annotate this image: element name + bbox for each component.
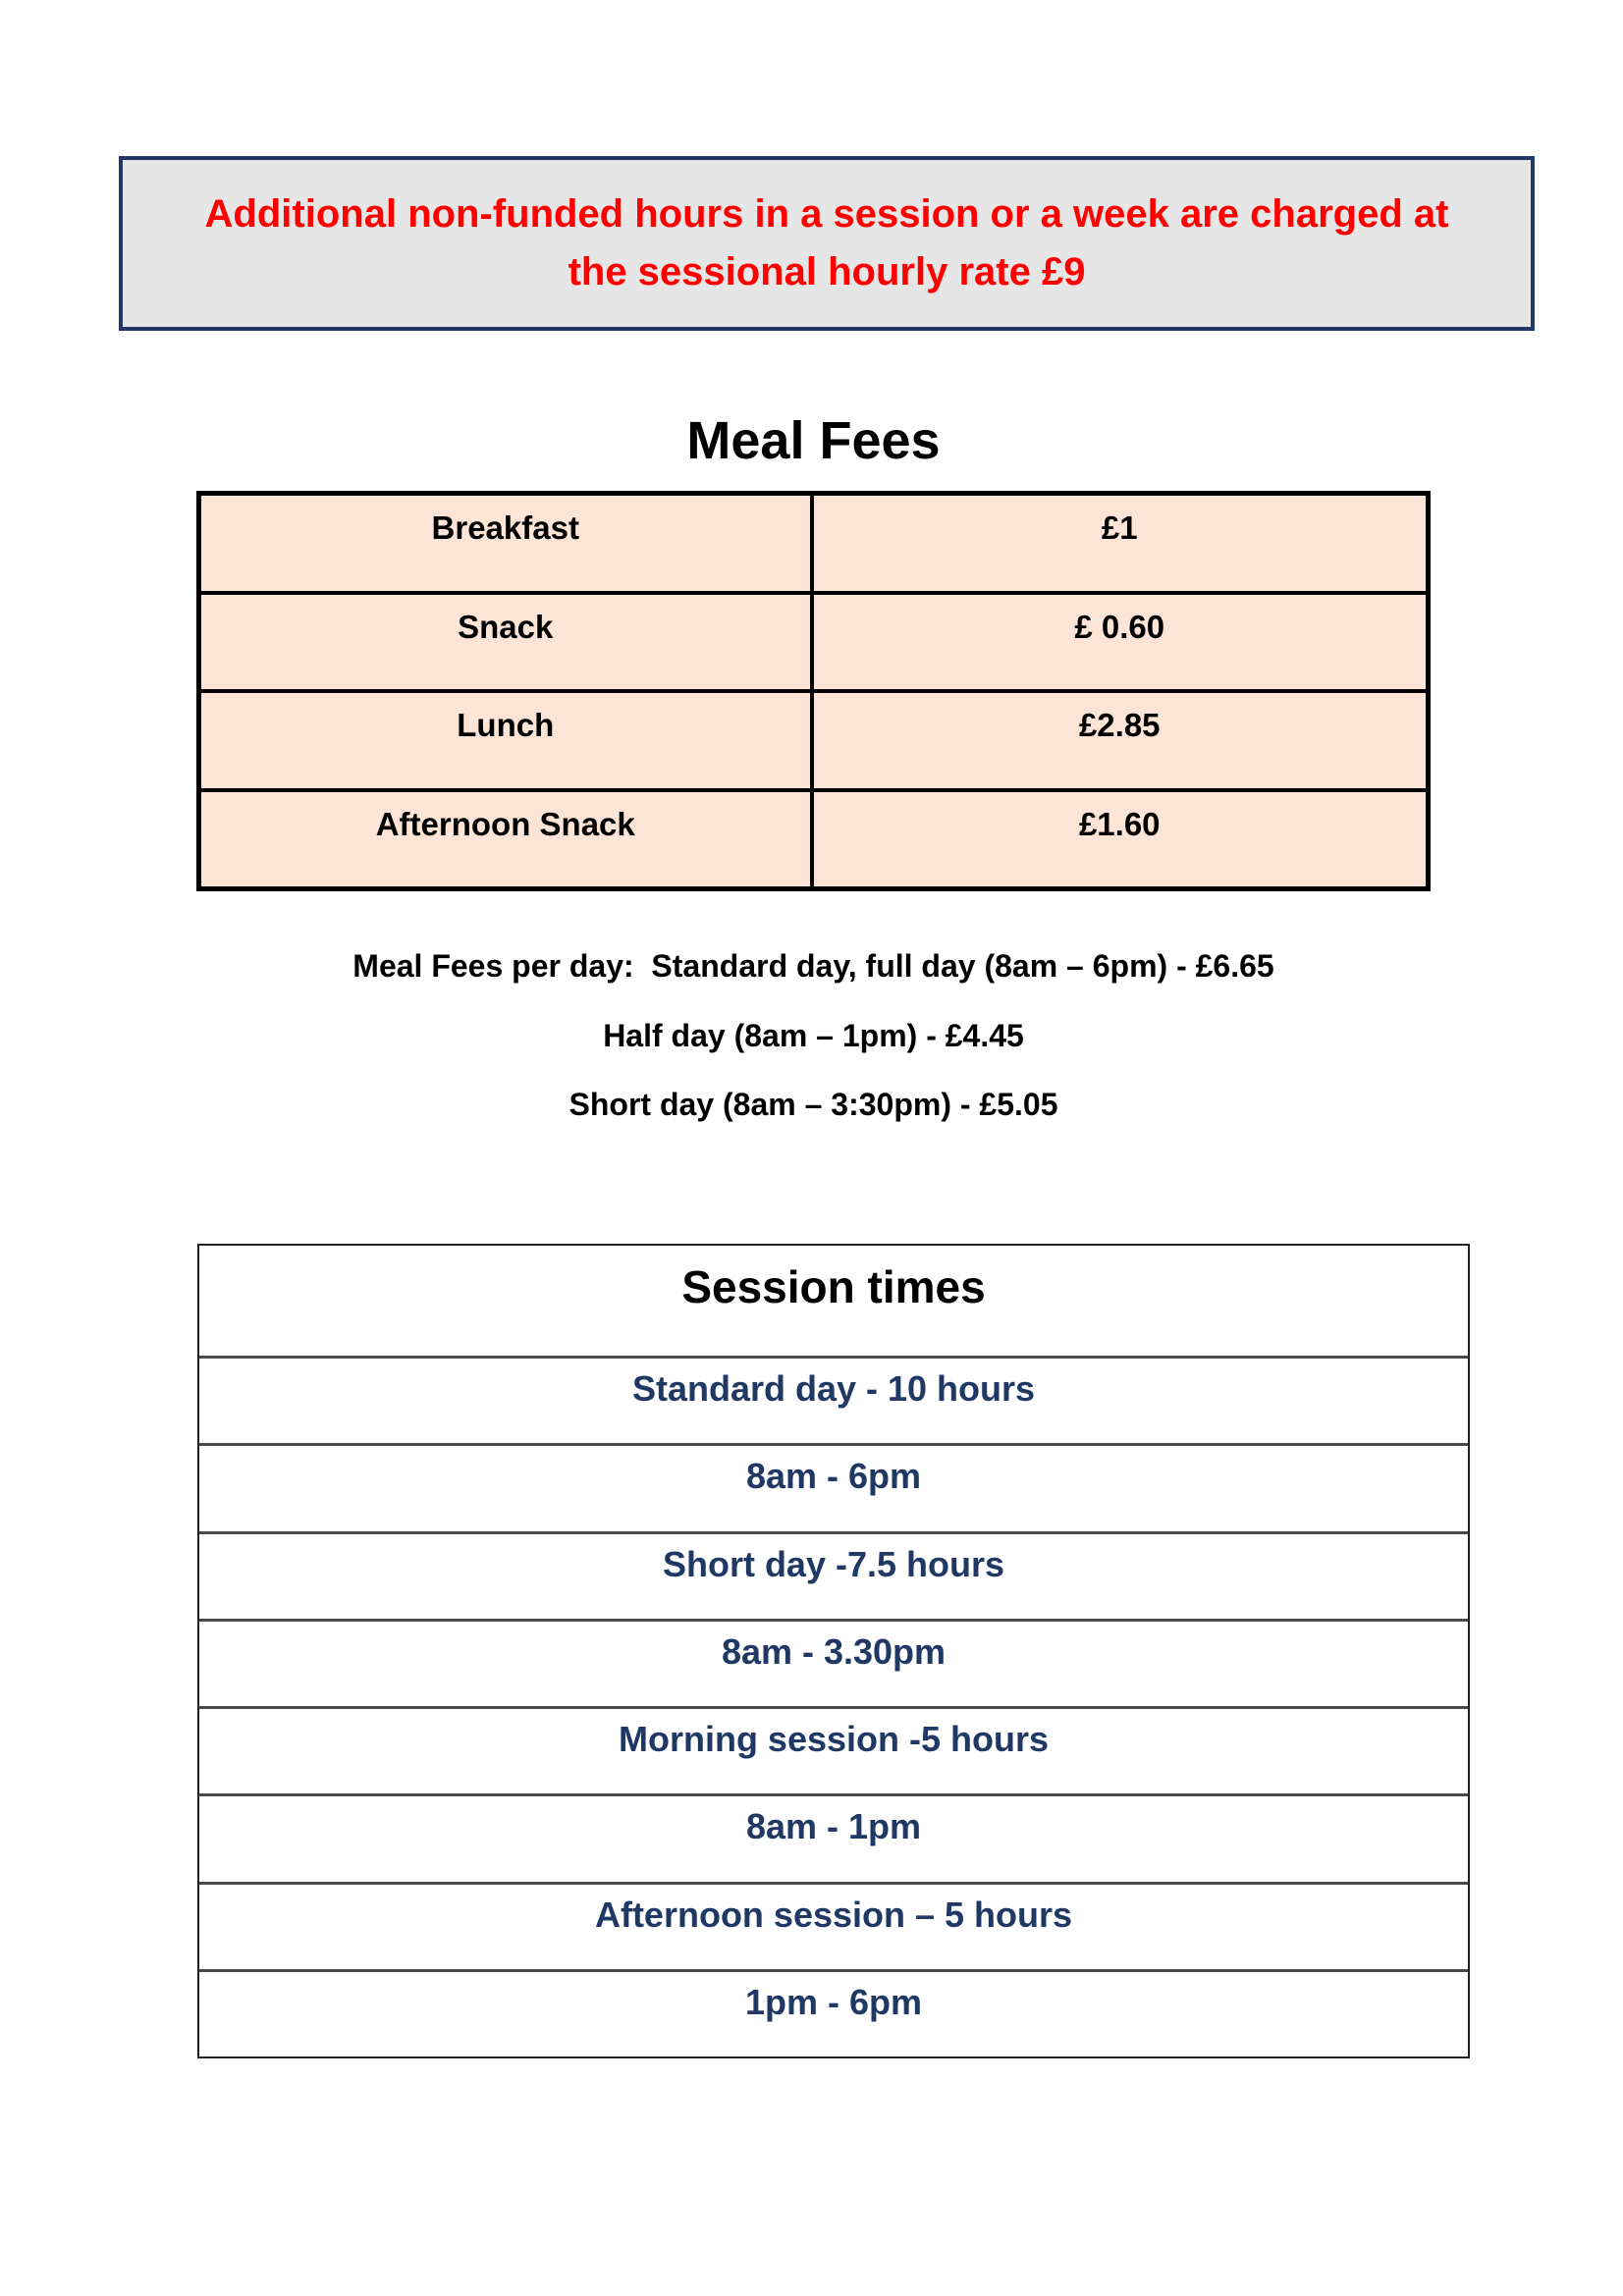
meal-row-afternoon-snack — [201, 788, 1426, 887]
meal-price-cell: £1.60 — [814, 792, 1427, 887]
session-times-table — [197, 1244, 1470, 2058]
meal-price-cell: £2.85 — [814, 693, 1427, 788]
session-row-short-day-time: 8am - 3.30pm — [199, 1619, 1468, 1706]
session-times-header: Session times — [681, 1261, 986, 1312]
meal-row-snack — [201, 591, 1426, 690]
per-day-note-line-3: Short day (8am – 3:30pm) - £5.05 — [568, 1087, 1058, 1122]
session-row-standard-day: Standard day - 10 hours — [199, 1356, 1468, 1443]
meal-item-cell: Afternoon Snack — [201, 792, 814, 887]
session-row-morning-session: Morning session -5 hours — [199, 1706, 1468, 1793]
session-row-standard-day-time: 8am - 6pm — [199, 1443, 1468, 1530]
meal-item-cell: Breakfast — [201, 496, 814, 591]
meal-item-cell: Lunch — [201, 693, 814, 788]
session-row-afternoon-session: Afternoon session – 5 hours — [199, 1882, 1468, 1969]
warning-text-line-2: the sessional hourly rate £9 — [568, 250, 1086, 294]
meal-fees-title: Meal Fees — [686, 411, 941, 470]
meal-fees-table — [196, 491, 1431, 891]
meal-row-lunch — [201, 689, 1426, 788]
warning-text-line-1: Additional non-funded hours in a session or a week are charged at — [204, 192, 1449, 236]
meal-price-cell: £ 0.60 — [814, 595, 1427, 690]
meal-price-cell: £1 — [814, 496, 1427, 591]
session-row-morning-time: 8am - 1pm — [199, 1793, 1468, 1881]
per-day-note-line-1: Meal Fees per day: Standard day, full day (8am – 6pm) - £6.65 — [352, 948, 1274, 984]
per-day-note-line-2: Half day (8am – 1pm) - £4.45 — [603, 1018, 1024, 1053]
session-row-afternoon-time: 1pm - 6pm — [199, 1969, 1468, 2056]
session-row-short-day: Short day -7.5 hours — [199, 1531, 1468, 1619]
meal-item-cell: Snack — [201, 595, 814, 690]
meal-row-breakfast — [201, 496, 1426, 591]
warning-banner — [119, 156, 1535, 331]
